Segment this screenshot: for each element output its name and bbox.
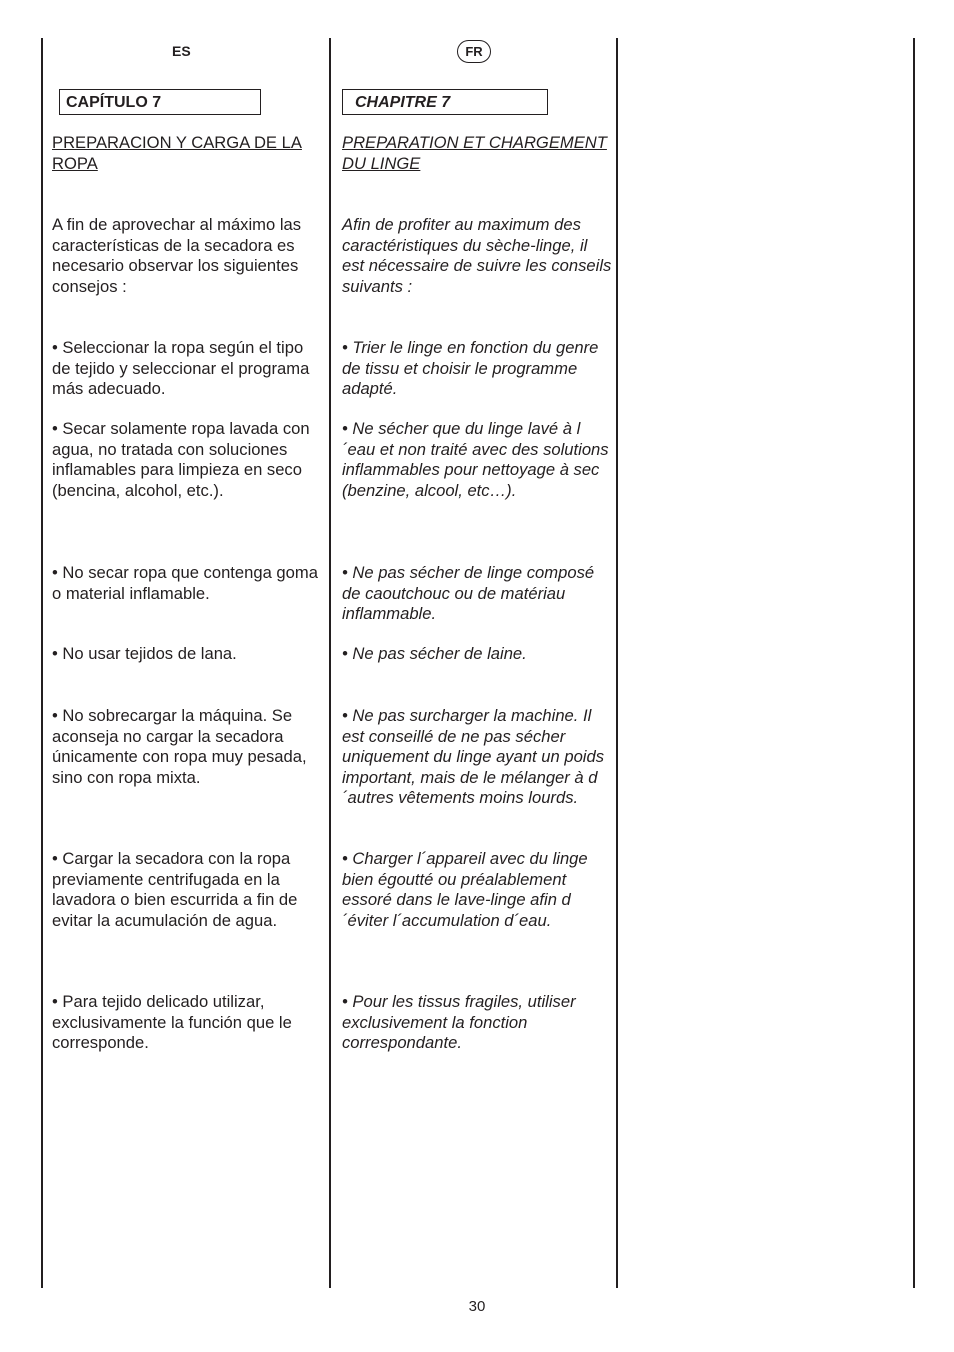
chapter-heading-es: CAPÍTULO 7 [59, 89, 261, 115]
list-item-fr-5: • Ne pas surcharger la machine. Il est conseillé de ne pas sécher uniquement du linge ayant un poids important, mais de le mélanger à d´autres vêtements moins lourds. [342, 706, 605, 807]
language-tag-fr: FR [457, 40, 491, 63]
list-item-fr-4: • Ne pas sécher de laine. [342, 644, 527, 663]
list-item-es-4: • No usar tejidos de lana. [52, 644, 237, 663]
page-number: 30 [468, 1298, 486, 1315]
list-item-fr-6: • Charger l´appareil avec du linge bien égoutté ou préalablement essoré dans le lave-linge afin d´éviter l´accumulation d´eau. [342, 849, 588, 930]
list-item-fr-3: • Ne pas sécher de linge composé de caoutchouc ou de matériau inflammable. [342, 563, 595, 623]
column-divider-right [616, 38, 618, 1288]
list-item-es-5: • No sobrecargar la máquina. Se aconseja no cargar la secadora únicamente con ropa muy pesada, sino con ropa mixta. [52, 706, 307, 787]
intro-paragraph-es: A fin de aprovechar al máximo las características de la secadora es necesario observar los siguientes consejos : [52, 215, 302, 296]
list-item-es-7: • Para tejido delicado utilizar, exclusivamente la función que le corresponde. [52, 992, 292, 1052]
column-divider-middle [329, 38, 331, 1288]
list-item-fr-1: • Trier le linge en fonction du genre de tissu et choisir le programme adapté. [342, 338, 599, 398]
section-title-fr: PREPARATION ET CHARGEMENT DU LINGE [342, 133, 607, 173]
section-title-es: PREPARACION Y CARGA DE LA ROPA [52, 133, 302, 173]
list-item-es-1: • Seleccionar la ropa según el tipo de tejido y seleccionar el programa más adecuado. [52, 338, 310, 398]
chapter-heading-fr: CHAPITRE 7 [342, 89, 548, 115]
intro-paragraph-fr: Afin de profiter au maximum des caractéristiques du sèche-linge, il est nécessaire de suivre les conseils suivants : [342, 215, 612, 296]
column-divider-edge [913, 38, 915, 1288]
list-item-fr-2: • Ne sécher que du linge lavé à l´eau et non traité avec des solutions inflammables pour nettoyage à sec (benzine, alcool, etc…). [342, 419, 609, 500]
list-item-fr-7: • Pour les tissus fragiles, utiliser exclusivement la fonction correspondante. [342, 992, 576, 1052]
list-item-es-3: • No secar ropa que contenga goma o material inflamable. [52, 563, 318, 603]
list-item-es-2: • Secar solamente ropa lavada con agua, no tratada con soluciones inflamables para limpieza en seco (bencina, alcohol, etc.). [52, 419, 310, 500]
list-item-es-6: • Cargar la secadora con la ropa previamente centrifugada en la lavadora o bien escurrida a fin de evitar la acumulación de agua. [52, 849, 298, 930]
language-tag-es: ES [172, 43, 191, 59]
column-divider-left [41, 38, 43, 1288]
